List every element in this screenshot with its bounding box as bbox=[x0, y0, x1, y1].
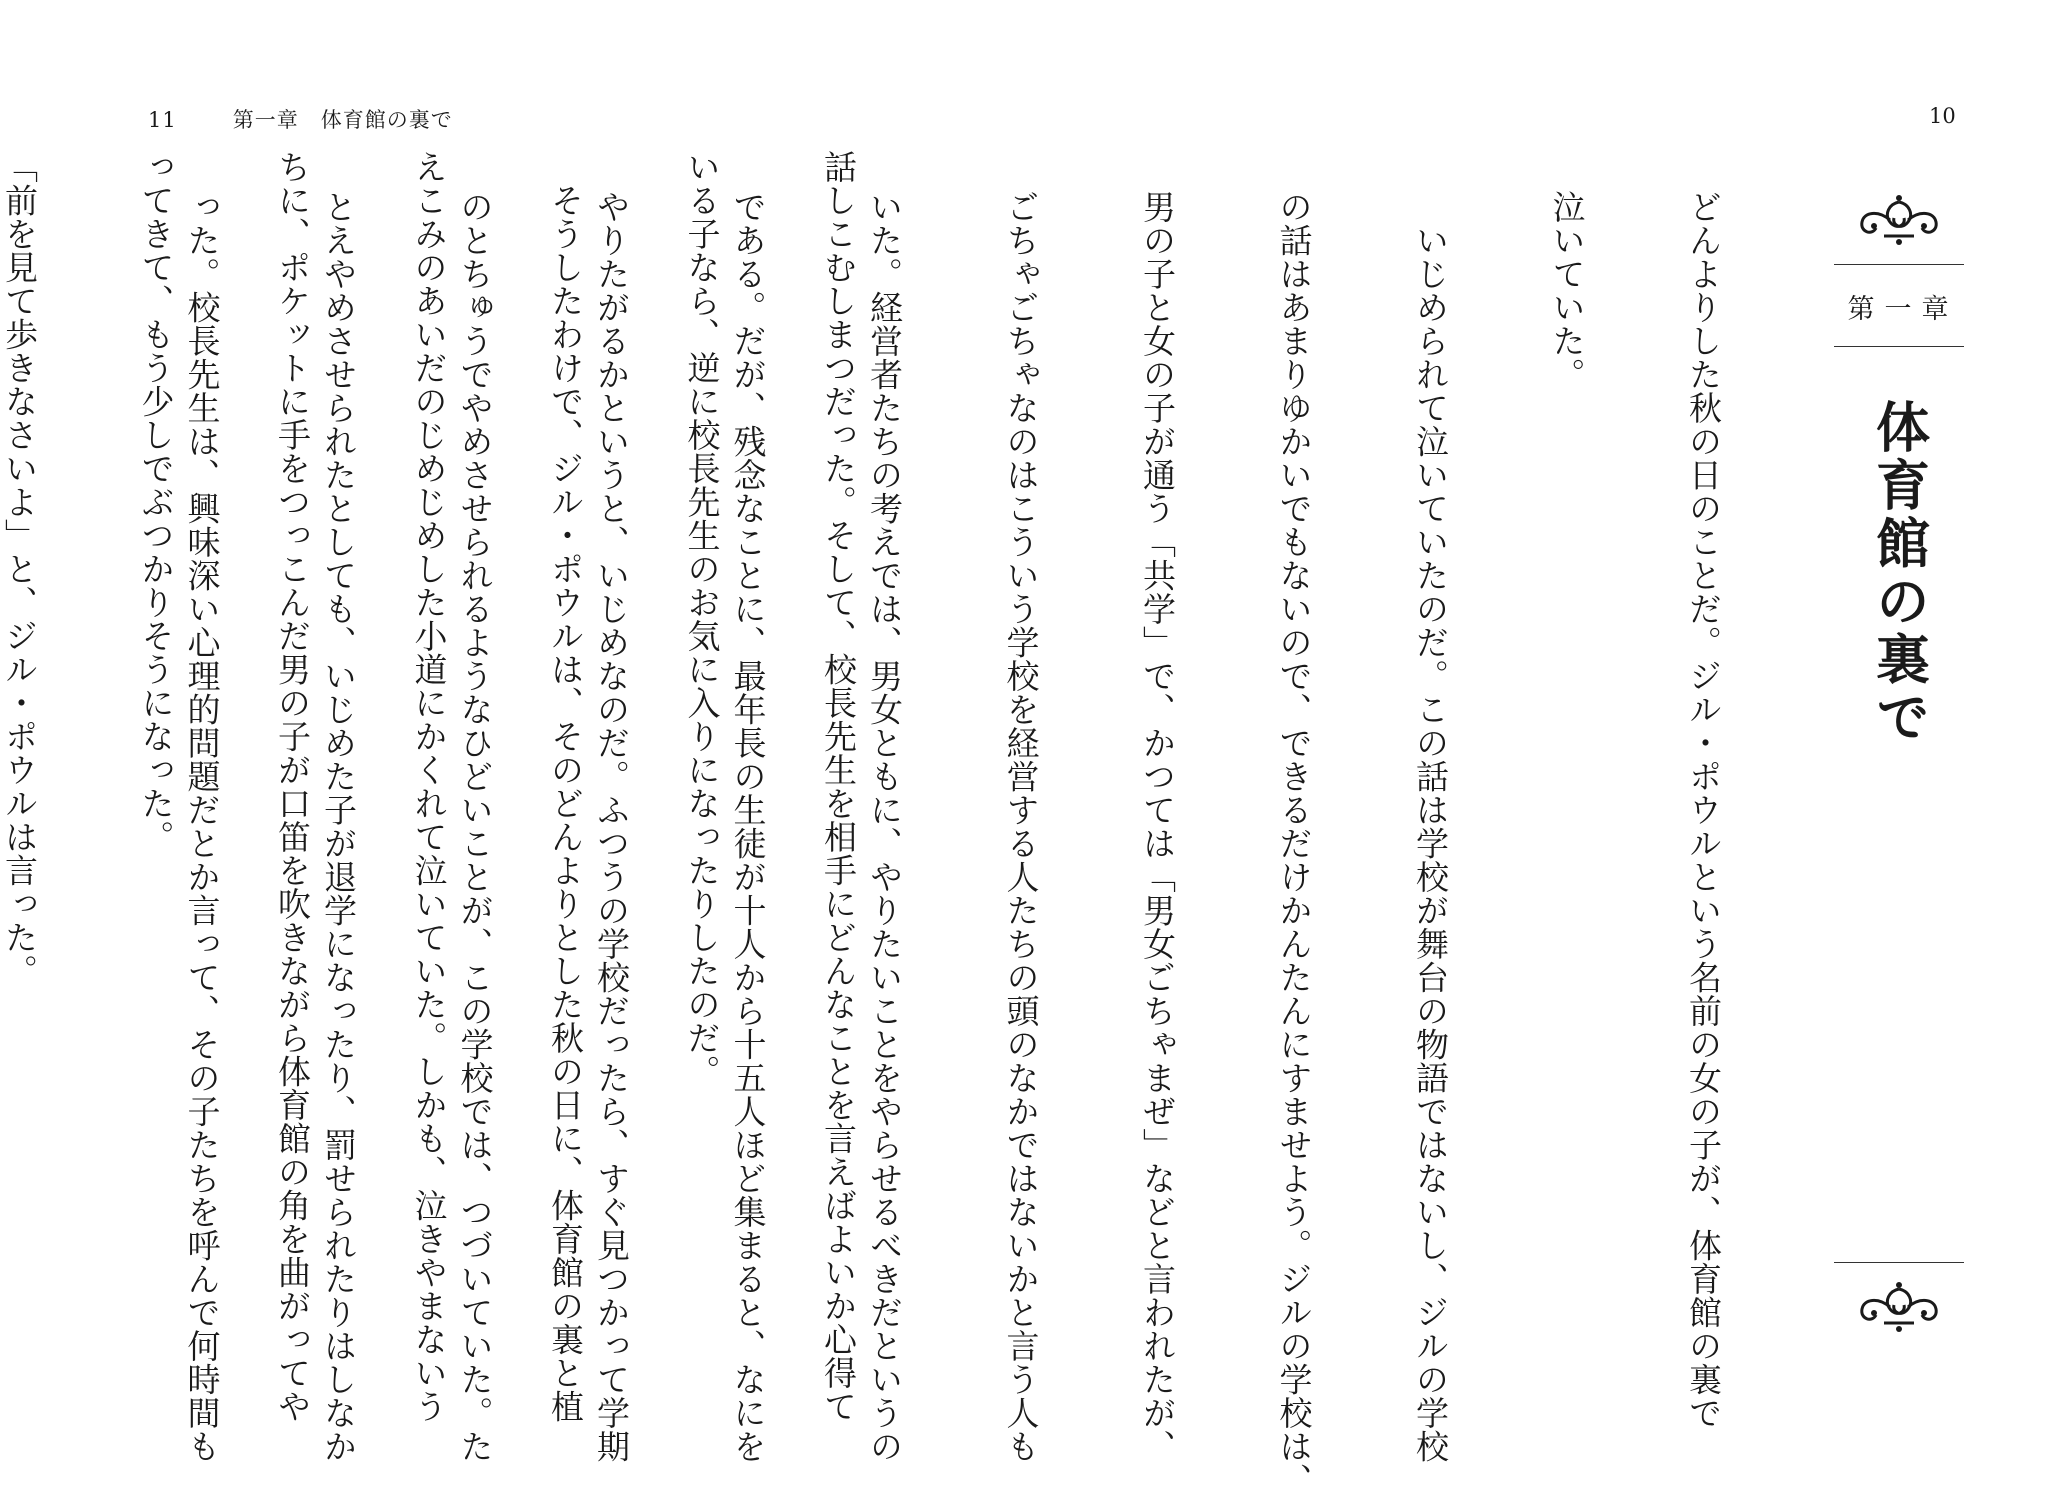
chapter-footer-ornament bbox=[1834, 1262, 1964, 1337]
text-column: 男の子と女の子が通う「共学」で、かつては「男女ごちゃまぜ」などと言われたが、 bbox=[1138, 190, 1177, 1463]
flourish-ornament-icon bbox=[1844, 1277, 1954, 1337]
text-column: とえやめさせられたとしても、いじめた子が退学になったり、罰せられたりはしなか bbox=[319, 190, 358, 1463]
text-column: 泣いていた。 bbox=[1547, 190, 1587, 391]
text-column: どんよりした秋の日のことだ。ジル・ポウルという名前の女の子が、体育館の裏で bbox=[1684, 190, 1723, 1430]
text-column: ちに、ポケットに手をつっこんだ男の子が口笛を吹きながら体育館の角を曲がってや bbox=[273, 150, 312, 1423]
text-column: ってきて、もう少しでぶつかりそうになった。 bbox=[136, 150, 176, 854]
chapter-label: 第一章 bbox=[1847, 294, 1959, 325]
left-page-header bbox=[148, 104, 453, 134]
chapter-title: 体育館の裏で bbox=[1867, 399, 1931, 747]
left-running-head: 第一章 体育館の裏で bbox=[232, 108, 453, 132]
text-column: えこみのあいだのじめじめした小道にかくれて泣いていた。しかも、泣きやまないう bbox=[409, 150, 449, 1423]
text-column: やりたがるかというと、いじめなのだ。ふつうの学校だったら、すぐ見つかって学期 bbox=[592, 190, 631, 1463]
text-column: のとちゅうでやめさせられるようなひどいことが、この学校では、つづいていた。た bbox=[455, 190, 495, 1463]
right-body-text bbox=[88, 190, 1817, 1497]
text-column: いじめられて泣いていたのだ。この話は学校が舞台の物語ではないし、ジルの学校 bbox=[1411, 190, 1450, 1463]
divider bbox=[1834, 346, 1964, 347]
divider bbox=[1834, 1262, 1964, 1263]
text-column: いた。経営者たちの考えでは、男女ともに、やりたいことをやらせるべきだというの bbox=[865, 190, 904, 1463]
flourish-ornament-icon bbox=[1844, 190, 1954, 250]
text-column: である。だが、残念なことに、最年長の生徒が十人から十五人ほど集まると、なにを bbox=[728, 190, 768, 1463]
right-page-number: 10 bbox=[1929, 104, 1956, 128]
chapter-heading bbox=[1834, 190, 1964, 819]
left-page-number: 11 bbox=[148, 108, 177, 132]
text-column: ごちゃごちゃなのはこういう学校を経営する人たちの頭のなかではないかと言う人も bbox=[1001, 190, 1041, 1463]
text-column: いる子なら、逆に校長先生のお気に入りになったりしたのだ。 bbox=[682, 150, 722, 1088]
text-column: 話しこむしまつだった。そして、校長先生を相手にどんなことを言えばよいか心得て bbox=[819, 150, 858, 1423]
text-column: 「前を見て歩きなさいよ」と、ジル・ポウルは言った。 bbox=[0, 150, 39, 988]
text-column: った。校長先生は、興味深い心理的問題だとか言って、その子たちを呼んで何時間も bbox=[182, 190, 222, 1463]
text-column: の話はあまりゆかいでもないので、できるだけかんたんにすませよう。ジルの学校は、 bbox=[1274, 190, 1314, 1497]
text-column: そうしたわけで、ジル・ポウルは、そのどんよりとした秋の日に、体育館の裏と植 bbox=[546, 150, 585, 1423]
